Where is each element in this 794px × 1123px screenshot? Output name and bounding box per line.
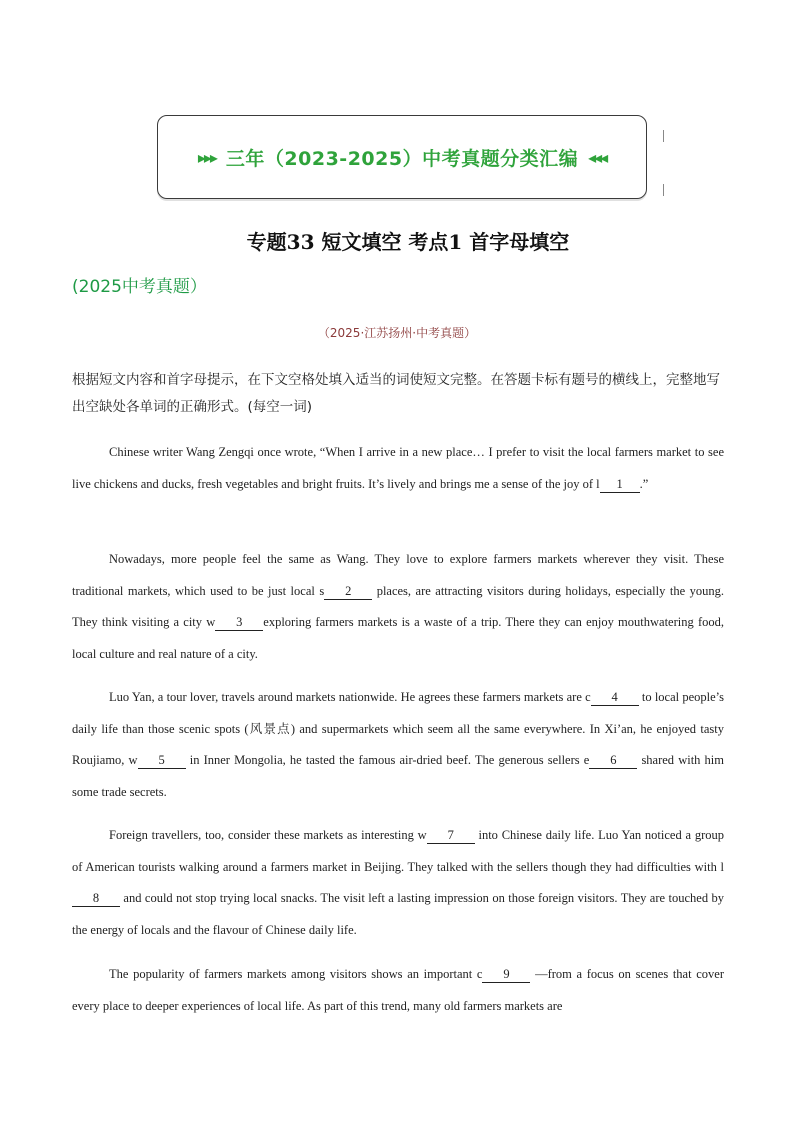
text: —from a focus on scenes that cover every place to deeper experiences of local life. As part of this trend, many old farmers markets are — [72, 967, 724, 1013]
banner-title: 三年（2023-2025）中考真题分类汇编 — [225, 147, 579, 170]
blank-5[interactable]: 5 — [138, 753, 186, 769]
left-arrows-icon: ▸▸▸ — [197, 147, 216, 167]
paragraph-3 — [72, 682, 724, 808]
blank-6[interactable]: 6 — [589, 753, 637, 769]
blank-2[interactable]: 2 — [324, 584, 372, 600]
topic-title: 专题33 短文填空 考点1 首字母填空 — [246, 230, 570, 254]
text: Luo Yan, a tour lover, travels around markets nationwide. He agrees these farmers markets are c — [109, 690, 591, 704]
title-banner — [157, 115, 647, 199]
right-arrows-icon: ◂◂◂ — [588, 147, 607, 167]
text: and could not stop trying local snacks. The visit left a lasting impression on those foreign visitors. They are touched by the energy of locals and the flavour of Chinese daily life. — [72, 891, 724, 937]
blank-4[interactable]: 4 — [591, 690, 639, 706]
text: Foreign travellers, too, consider these markets as interesting w — [109, 828, 427, 842]
text: shared with him some trade secrets. — [72, 753, 724, 799]
blank-1[interactable]: 1 — [600, 477, 640, 493]
year-heading: (2025中考真题） — [72, 277, 207, 297]
text: into Chinese daily life. Luo Yan noticed a group of American tourists walking around a farmers market in Beijing. They talked with the sellers though they had difficulties with l — [72, 828, 724, 874]
text: exploring farmers markets is a waste of a trip. There they can enjoy mouthwatering food, local culture and real nature of a city. — [72, 615, 724, 661]
blank-9[interactable]: 9 — [482, 967, 530, 983]
text: .” — [639, 476, 649, 491]
blank-8[interactable]: 8 — [72, 891, 120, 907]
blank-7[interactable]: 7 — [427, 828, 475, 844]
text: Nowadays, more people feel the same as Wang. They love to explore farmers markets wherever they visit. These traditional markets, which used to be just local s — [72, 552, 724, 598]
paragraph-4 — [72, 820, 724, 946]
question-source: （2025·江苏扬州·中考真题） — [317, 326, 477, 340]
text: places, are attracting visitors during holidays, especially the young. They think visiting a city w — [72, 583, 724, 629]
text: to local people’s daily life than those scenic spots (风景点) and supermarkets which seem all the same everywhere. In Xi’an, he enjoyed tasty Roujiamo, w — [72, 690, 725, 767]
banner-tick — [663, 184, 664, 196]
paragraph-1 — [72, 437, 724, 500]
instructions: 根据短文内容和首字母提示，在下文空格处填入适当的词使短文完整。在答题卡标有题号的横线上，完整地写出空缺处各单词的正确形式。(每空一词) — [72, 372, 720, 415]
text: in Inner Mongolia, he tasted the famous air-dried beef. The generous sellers e — [185, 753, 590, 767]
paragraph-5 — [72, 959, 724, 1022]
banner-text — [198, 144, 606, 171]
blank-3[interactable]: 3 — [215, 615, 263, 631]
text: Chinese writer Wang Zengqi once wrote, “When I arrive in a new place… I prefer to visit the local farmers market to see live chickens and ducks, fresh vegetables and bright fruits. It’s lively and brings me a sense of the joy of l — [72, 445, 724, 491]
banner-tick — [663, 130, 664, 142]
paragraph-2 — [72, 544, 724, 670]
text: The popularity of farmers markets among visitors shows an important c — [109, 967, 483, 981]
